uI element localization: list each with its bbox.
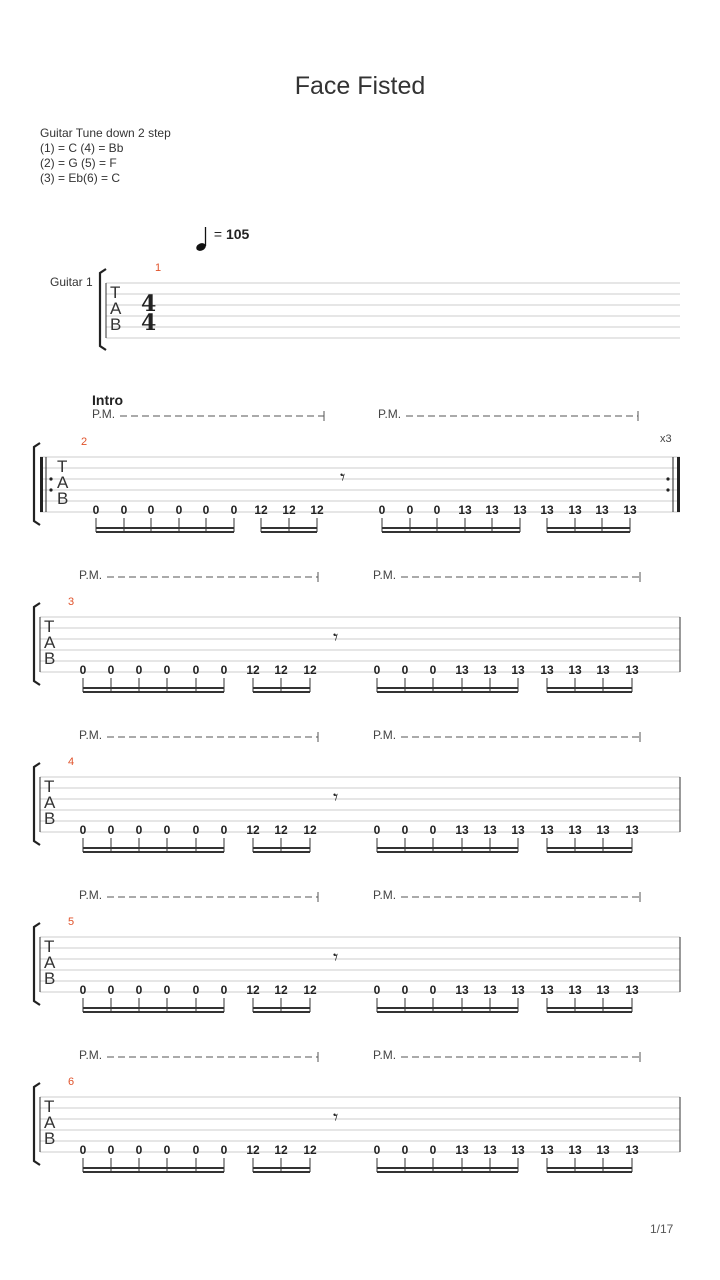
fret-number: 12 xyxy=(303,823,317,837)
tuning-line-1: (1) = C (4) = Bb xyxy=(40,141,124,155)
beam xyxy=(253,851,310,853)
fret-number: 12 xyxy=(246,823,260,837)
fret-number: 13 xyxy=(540,663,554,677)
palm-mute-label: P.M. xyxy=(79,728,103,742)
beam xyxy=(547,847,632,849)
beam xyxy=(382,531,520,533)
fret-number: 0 xyxy=(220,1143,228,1157)
fret-number: 13 xyxy=(540,823,554,837)
fret-number: 0 xyxy=(373,823,381,837)
fret-number: 13 xyxy=(625,983,639,997)
eighth-rest: 𝄾 xyxy=(333,945,339,969)
fret-number: 13 xyxy=(623,503,637,517)
fret-number: 0 xyxy=(401,983,409,997)
fret-number: 12 xyxy=(303,1143,317,1157)
beam xyxy=(547,851,632,853)
section-label: Intro xyxy=(92,392,124,408)
beam xyxy=(547,687,632,689)
tab-clef-letter: T xyxy=(44,937,55,956)
fret-number: 0 xyxy=(192,823,200,837)
beam xyxy=(377,691,518,693)
fret-number: 0 xyxy=(79,983,87,997)
beam xyxy=(377,1011,518,1013)
fret-number: 0 xyxy=(107,1143,115,1157)
fret-number: 13 xyxy=(511,983,525,997)
tab-clef-letter: B xyxy=(44,969,56,988)
tab-clef-letter: A xyxy=(44,953,56,972)
fret-number: 0 xyxy=(120,503,128,517)
fret-number: 13 xyxy=(625,1143,639,1157)
system-bracket xyxy=(34,443,40,525)
beam xyxy=(547,691,632,693)
fret-number: 0 xyxy=(135,983,143,997)
fret-number: 12 xyxy=(303,983,317,997)
fret-number: 12 xyxy=(246,1143,260,1157)
beam xyxy=(83,1011,224,1013)
beam xyxy=(83,1167,224,1169)
fret-number: 0 xyxy=(401,1143,409,1157)
system-bracket xyxy=(34,603,40,685)
fret-number: 13 xyxy=(455,983,469,997)
fret-number: 0 xyxy=(429,983,437,997)
beam xyxy=(547,527,630,529)
beam xyxy=(83,847,224,849)
fret-number: 0 xyxy=(135,823,143,837)
palm-mute-label: P.M. xyxy=(79,1048,103,1062)
fret-number: 13 xyxy=(596,823,610,837)
fret-number: 13 xyxy=(483,823,497,837)
fret-number: 0 xyxy=(220,663,228,677)
tab-clef-letter: A xyxy=(44,1113,56,1132)
fret-number: 0 xyxy=(378,503,386,517)
eighth-rest: 𝄾 xyxy=(340,465,346,489)
fret-number: 13 xyxy=(596,663,610,677)
palm-mute-label: P.M. xyxy=(79,888,103,902)
eighth-rest: 𝄾 xyxy=(333,625,339,649)
instrument-name: Guitar 1 xyxy=(50,275,93,289)
fret-number: 0 xyxy=(135,663,143,677)
fret-number: 13 xyxy=(455,1143,469,1157)
beam xyxy=(253,1171,310,1173)
time-signature-bottom: 4 xyxy=(141,310,157,336)
fret-number: 13 xyxy=(568,1143,582,1157)
beam xyxy=(547,1171,632,1173)
bar-number: 2 xyxy=(81,436,88,448)
tab-clef-letter: T xyxy=(110,283,121,302)
bar-number: 5 xyxy=(68,916,75,928)
beam xyxy=(83,691,224,693)
tempo-bpm: 105 xyxy=(225,226,250,242)
beam xyxy=(253,1007,310,1009)
fret-number: 13 xyxy=(595,503,609,517)
beam xyxy=(83,687,224,689)
beam xyxy=(96,531,234,533)
fret-number: 0 xyxy=(220,823,228,837)
beam xyxy=(377,851,518,853)
beam xyxy=(382,527,520,529)
tab-clef-letter: B xyxy=(44,809,56,828)
fret-number: 12 xyxy=(246,983,260,997)
system-bracket xyxy=(34,763,40,845)
palm-mute-label: P.M. xyxy=(373,728,397,742)
system-bracket xyxy=(34,923,40,1005)
fret-number: 0 xyxy=(107,983,115,997)
beam xyxy=(547,1167,632,1169)
fret-number: 13 xyxy=(483,1143,497,1157)
tab-clef-letter: A xyxy=(110,299,122,318)
fret-number: 0 xyxy=(175,503,183,517)
fret-number: 0 xyxy=(192,983,200,997)
fret-number: 13 xyxy=(540,983,554,997)
fret-number: 12 xyxy=(254,503,268,517)
fret-number: 13 xyxy=(625,823,639,837)
tuning-header: Guitar Tune down 2 step xyxy=(40,126,171,140)
palm-mute-label: P.M. xyxy=(378,407,402,421)
tempo-equals: = xyxy=(213,226,223,242)
fret-number: 0 xyxy=(79,823,87,837)
fret-number: 0 xyxy=(92,503,100,517)
fret-number: 0 xyxy=(401,823,409,837)
fret-number: 0 xyxy=(147,503,155,517)
palm-mute-label: P.M. xyxy=(373,888,397,902)
palm-mute-label: P.M. xyxy=(79,568,103,582)
repeat-dot xyxy=(666,477,669,480)
fret-number: 13 xyxy=(458,503,472,517)
beam xyxy=(83,1007,224,1009)
palm-mute-label: P.M. xyxy=(92,407,116,421)
page-number: 1/17 xyxy=(650,1222,674,1236)
fret-number: 0 xyxy=(401,663,409,677)
bar-number: 1 xyxy=(155,262,162,274)
fret-number: 0 xyxy=(429,663,437,677)
fret-number: 13 xyxy=(596,1143,610,1157)
beam xyxy=(253,687,310,689)
fret-number: 0 xyxy=(107,823,115,837)
beam xyxy=(96,527,234,529)
repeat-dot xyxy=(49,477,52,480)
fret-number: 13 xyxy=(511,663,525,677)
beam xyxy=(377,847,518,849)
palm-mute-label: P.M. xyxy=(373,568,397,582)
beam xyxy=(377,1171,518,1173)
fret-number: 0 xyxy=(163,663,171,677)
fret-number: 13 xyxy=(540,503,554,517)
fret-number: 0 xyxy=(433,503,441,517)
tab-clef-letter: B xyxy=(110,315,122,334)
eighth-rest: 𝄾 xyxy=(333,1105,339,1129)
fret-number: 13 xyxy=(455,823,469,837)
fret-number: 13 xyxy=(596,983,610,997)
beam xyxy=(547,531,630,533)
tab-clef-letter: T xyxy=(44,777,55,796)
beam xyxy=(377,1167,518,1169)
tab-clef-letter: A xyxy=(44,793,56,812)
fret-number: 0 xyxy=(163,983,171,997)
fret-number: 0 xyxy=(163,1143,171,1157)
tab-clef-letter: B xyxy=(57,489,69,508)
repeat-start-thick xyxy=(40,457,43,512)
beam xyxy=(253,1167,310,1169)
tab-clef-letter: T xyxy=(57,457,68,476)
fret-number: 13 xyxy=(568,823,582,837)
fret-number: 13 xyxy=(568,503,582,517)
fret-number: 13 xyxy=(568,983,582,997)
fret-number: 13 xyxy=(455,663,469,677)
repeat-count: x3 xyxy=(660,433,672,445)
beam xyxy=(261,531,317,533)
fret-number: 0 xyxy=(79,1143,87,1157)
tab-clef-letter: A xyxy=(57,473,69,492)
fret-number: 13 xyxy=(625,663,639,677)
beam xyxy=(547,1007,632,1009)
beam xyxy=(547,1011,632,1013)
song-title: Face Fisted xyxy=(294,72,426,100)
tab-clef-letter: T xyxy=(44,1097,55,1116)
tab-clef-letter: T xyxy=(44,617,55,636)
fret-number: 13 xyxy=(483,983,497,997)
repeat-dot xyxy=(666,488,669,491)
repeat-dot xyxy=(49,488,52,491)
tab-clef-letter: B xyxy=(44,649,56,668)
tab-clef-letter: A xyxy=(44,633,56,652)
fret-number: 0 xyxy=(373,1143,381,1157)
fret-number: 0 xyxy=(373,663,381,677)
beam xyxy=(83,851,224,853)
tuning-line-3: (3) = Eb(6) = C xyxy=(40,171,121,185)
bar-number: 6 xyxy=(68,1076,75,1088)
fret-number: 0 xyxy=(163,823,171,837)
fret-number: 0 xyxy=(230,503,238,517)
fret-number: 12 xyxy=(274,983,288,997)
beam xyxy=(261,527,317,529)
beam xyxy=(377,1007,518,1009)
beam xyxy=(253,1011,310,1013)
system-bracket xyxy=(34,1083,40,1165)
fret-number: 12 xyxy=(310,503,324,517)
beam xyxy=(377,687,518,689)
fret-number: 0 xyxy=(220,983,228,997)
fret-number: 13 xyxy=(568,663,582,677)
fret-number: 0 xyxy=(135,1143,143,1157)
fret-number: 0 xyxy=(429,1143,437,1157)
fret-number: 12 xyxy=(274,663,288,677)
fret-number: 12 xyxy=(274,1143,288,1157)
fret-number: 0 xyxy=(107,663,115,677)
beam xyxy=(253,691,310,693)
bar-number: 3 xyxy=(68,596,75,608)
fret-number: 13 xyxy=(485,503,499,517)
fret-number: 12 xyxy=(274,823,288,837)
palm-mute-label: P.M. xyxy=(373,1048,397,1062)
fret-number: 13 xyxy=(511,1143,525,1157)
tuning-line-2: (2) = G (5) = F xyxy=(40,156,117,170)
fret-number: 13 xyxy=(483,663,497,677)
fret-number: 0 xyxy=(79,663,87,677)
eighth-rest: 𝄾 xyxy=(333,785,339,809)
fret-number: 0 xyxy=(192,663,200,677)
bar-number: 4 xyxy=(68,756,75,768)
beam xyxy=(83,1171,224,1173)
fret-number: 13 xyxy=(511,823,525,837)
fret-number: 12 xyxy=(282,503,296,517)
beam xyxy=(253,847,310,849)
system-bracket xyxy=(100,269,106,350)
fret-number: 13 xyxy=(540,1143,554,1157)
fret-number: 12 xyxy=(303,663,317,677)
repeat-end-thick xyxy=(677,457,680,512)
fret-number: 0 xyxy=(202,503,210,517)
fret-number: 0 xyxy=(192,1143,200,1157)
fret-number: 0 xyxy=(406,503,414,517)
fret-number: 0 xyxy=(429,823,437,837)
tab-clef-letter: B xyxy=(44,1129,56,1148)
fret-number: 13 xyxy=(513,503,527,517)
time-signature-top: 4 xyxy=(141,291,157,317)
fret-number: 0 xyxy=(373,983,381,997)
fret-number: 12 xyxy=(246,663,260,677)
